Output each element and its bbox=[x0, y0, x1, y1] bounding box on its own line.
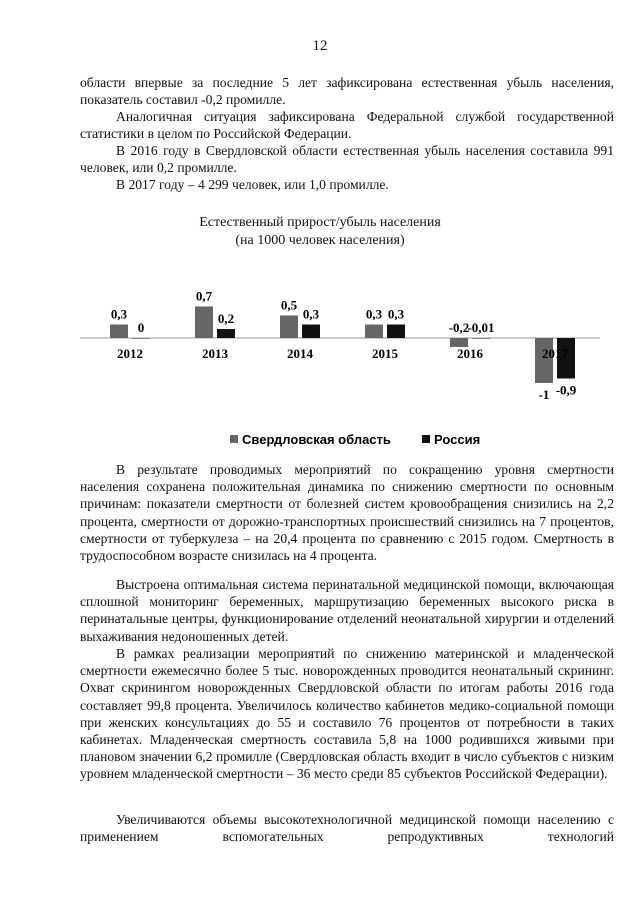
data-label: 0,3 bbox=[387, 306, 405, 322]
bar bbox=[387, 325, 405, 339]
chart-subtitle: (на 1000 человек населения) bbox=[235, 233, 405, 248]
bar bbox=[195, 307, 213, 339]
bar bbox=[472, 338, 490, 339]
paragraph: В 2017 году – 4 299 человек, или 1,0 промилле. bbox=[116, 177, 389, 192]
legend-label: Свердловская область bbox=[242, 432, 391, 447]
data-label: 0,3 bbox=[302, 306, 320, 322]
bar bbox=[132, 338, 150, 339]
paragraph: В 2016 году в Свердловской области естественная убыль населения составила 991 человек, или 0,2 промилле. bbox=[80, 143, 614, 176]
data-label: -1 bbox=[538, 387, 550, 402]
paragraph: Увеличиваются объемы высокотехнологичной медицинской помощи населению с применением вспомогательных репродуктивных технологий bbox=[80, 812, 614, 845]
bar bbox=[365, 325, 383, 339]
bar bbox=[280, 316, 298, 339]
data-label: 0,3 bbox=[110, 306, 128, 322]
data-label: 0 bbox=[137, 320, 145, 335]
x-tick-label: 2012 bbox=[117, 346, 143, 361]
page-number: 12 bbox=[312, 38, 328, 54]
legend-label: Россия bbox=[434, 432, 481, 447]
data-label: 0,3 bbox=[365, 306, 383, 322]
bar bbox=[110, 325, 128, 339]
x-tick-label: 2015 bbox=[372, 346, 398, 361]
data-label: 0,2 bbox=[217, 311, 235, 326]
data-label: 0,7 bbox=[195, 288, 213, 304]
legend-swatch bbox=[422, 435, 430, 443]
chart-title: Естественный прирост/убыль населения bbox=[199, 215, 441, 230]
population-chart bbox=[80, 210, 600, 460]
paragraph: Аналогичная ситуация зафиксирована Федеральной службой государственной статистики в целом по Российской Федерации. bbox=[80, 109, 614, 142]
x-tick-label: 2017 bbox=[542, 346, 568, 361]
x-tick-label: 2014 bbox=[287, 346, 313, 361]
bar bbox=[302, 325, 320, 339]
data-label: -0,9 bbox=[555, 382, 577, 398]
data-label: 0,5 bbox=[280, 297, 298, 313]
x-tick-label: 2016 bbox=[457, 346, 483, 361]
data-label: -0,01 bbox=[467, 320, 495, 335]
bar bbox=[217, 329, 235, 338]
paragraph: В результате проводимых мероприятий по сокращению уровня смертности населения сохранена положительная динамика по снижению смертности по основным причинам: показатели смертности от болезней систем кровообращения снизились на 2,2 процента, смертности от дорожно-транспортных происшествий снизились на 7 процентов, смертности от туберкулеза – на 20,4 процента по сравнению с 2015 годом. Смертность в трудоспособном возрасте снизилась на 4 процента. bbox=[80, 462, 614, 564]
x-tick-label: 2013 bbox=[202, 346, 228, 361]
legend-swatch bbox=[230, 435, 238, 443]
paragraph: Выстроена оптимальная система перинатальной медицинской помощи, включающая сплошной мониторинг беременных, маршрутизацию беременных высокого риска в перинатальные центры, функционирование отделений неонатальной хирургии и отделений выхаживания недоношенных детей. bbox=[80, 577, 614, 644]
paragraph: В рамках реализации мероприятий по снижению материнской и младенческой смертности ежемесячно более 5 тыс. новорожденных проводится неонатальный скрининг. Охват скринингом новорожденных Свердловской области по итогам работы 2016 года составляет 99,8 процента. Увеличилось количество кабинетов медико-социальной помощи при женских консультациях до 55 и составило 76 процентов от потребности в таких кабинетах. Младенческая смертность составила 5,8 на 1000 родившихся живыми при плановом значении 6,2 промилле (Свердловская область входит в число субъектов с низким уровнем младенческой смертности – 36 место среди 85 субъектов Российской Федерации). bbox=[80, 646, 614, 782]
paragraph: области впервые за последние 5 лет зафиксирована естественная убыль населения, показатель составил -0,2 промилле. bbox=[80, 75, 614, 108]
data-label: -0,2 bbox=[448, 320, 470, 335]
